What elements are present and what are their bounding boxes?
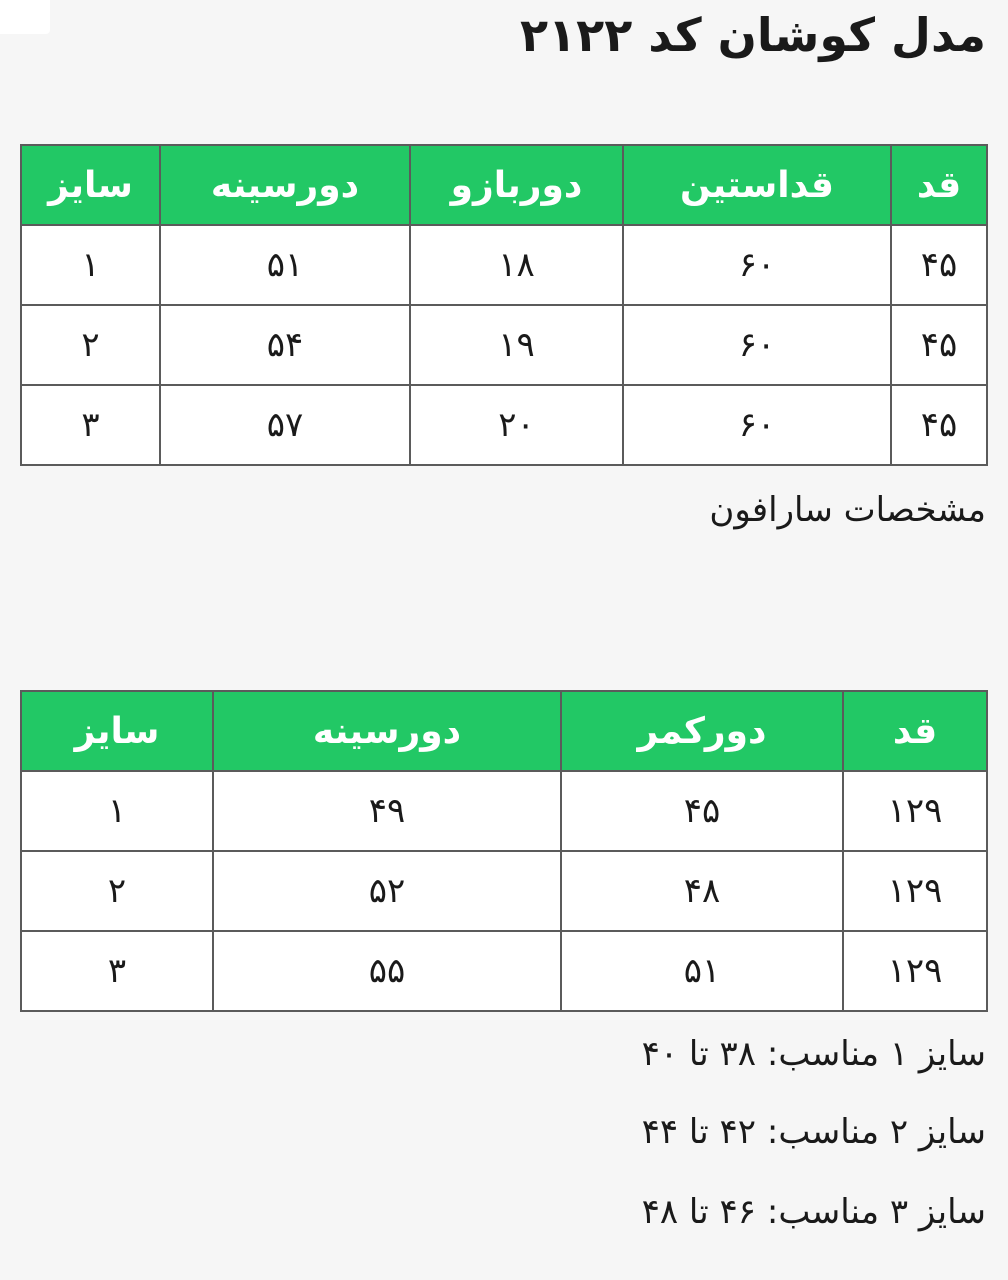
table-cell: ۶۰ bbox=[623, 385, 891, 465]
table-cell: ۴۵ bbox=[561, 771, 843, 851]
header-height: قد bbox=[891, 145, 987, 225]
header-size: سایز bbox=[21, 691, 213, 771]
table-row bbox=[21, 385, 987, 465]
table-cell: ۲ bbox=[21, 305, 160, 385]
size-table-2 bbox=[20, 690, 988, 1012]
table-cell: ۲ bbox=[21, 851, 213, 931]
table-cell: ۱۲۹ bbox=[843, 851, 987, 931]
table-cell: ۳ bbox=[21, 931, 213, 1011]
size-note: سایز ۳ مناسب: ۴۶ تا ۴۸ bbox=[641, 1192, 986, 1232]
size-note: سایز ۱ مناسب: ۳۸ تا ۴۰ bbox=[641, 1034, 986, 1074]
table-cell: ۵۵ bbox=[213, 931, 561, 1011]
table-cell: ۲۰ bbox=[410, 385, 623, 465]
table-cell: ۵۷ bbox=[160, 385, 410, 465]
table-cell: ۳ bbox=[21, 385, 160, 465]
table-row bbox=[21, 931, 987, 1011]
header-height-to-sleeve: قداستین bbox=[623, 145, 891, 225]
header-chest-circumference: دورسینه bbox=[213, 691, 561, 771]
table-cell: ۱۲۹ bbox=[843, 931, 987, 1011]
size-table-1 bbox=[20, 144, 988, 466]
table-cell: ۵۱ bbox=[160, 225, 410, 305]
table-cell: ۵۱ bbox=[561, 931, 843, 1011]
header-size: سایز bbox=[21, 145, 160, 225]
table-row bbox=[21, 225, 987, 305]
table-cell: ۶۰ bbox=[623, 305, 891, 385]
corner-box bbox=[0, 0, 50, 34]
table-cell: ۱ bbox=[21, 225, 160, 305]
table-row bbox=[21, 771, 987, 851]
table-row bbox=[21, 851, 987, 931]
size-note: سایز ۲ مناسب: ۴۲ تا ۴۴ bbox=[641, 1112, 986, 1152]
table-cell: ۶۰ bbox=[623, 225, 891, 305]
table-cell: ۱ bbox=[21, 771, 213, 851]
section-label: مشخصات سارافون bbox=[709, 490, 986, 530]
header-arm-circumference: دوربازو bbox=[410, 145, 623, 225]
table-header-row bbox=[21, 145, 987, 225]
page-title: مدل کوشان کد ۲۱۲۲ bbox=[519, 8, 986, 62]
table-cell: ۴۵ bbox=[891, 225, 987, 305]
table-cell: ۴۹ bbox=[213, 771, 561, 851]
table-cell: ۴۵ bbox=[891, 385, 987, 465]
header-chest-circumference: دورسینه bbox=[160, 145, 410, 225]
header-waist-circumference: دورکمر bbox=[561, 691, 843, 771]
table-header-row bbox=[21, 691, 987, 771]
table-cell: ۱۸ bbox=[410, 225, 623, 305]
table-cell: ۴۸ bbox=[561, 851, 843, 931]
header-height: قد bbox=[843, 691, 987, 771]
table-cell: ۴۵ bbox=[891, 305, 987, 385]
table-cell: ۵۲ bbox=[213, 851, 561, 931]
table-cell: ۱۹ bbox=[410, 305, 623, 385]
table-cell: ۱۲۹ bbox=[843, 771, 987, 851]
table-cell: ۵۴ bbox=[160, 305, 410, 385]
table-row bbox=[21, 305, 987, 385]
